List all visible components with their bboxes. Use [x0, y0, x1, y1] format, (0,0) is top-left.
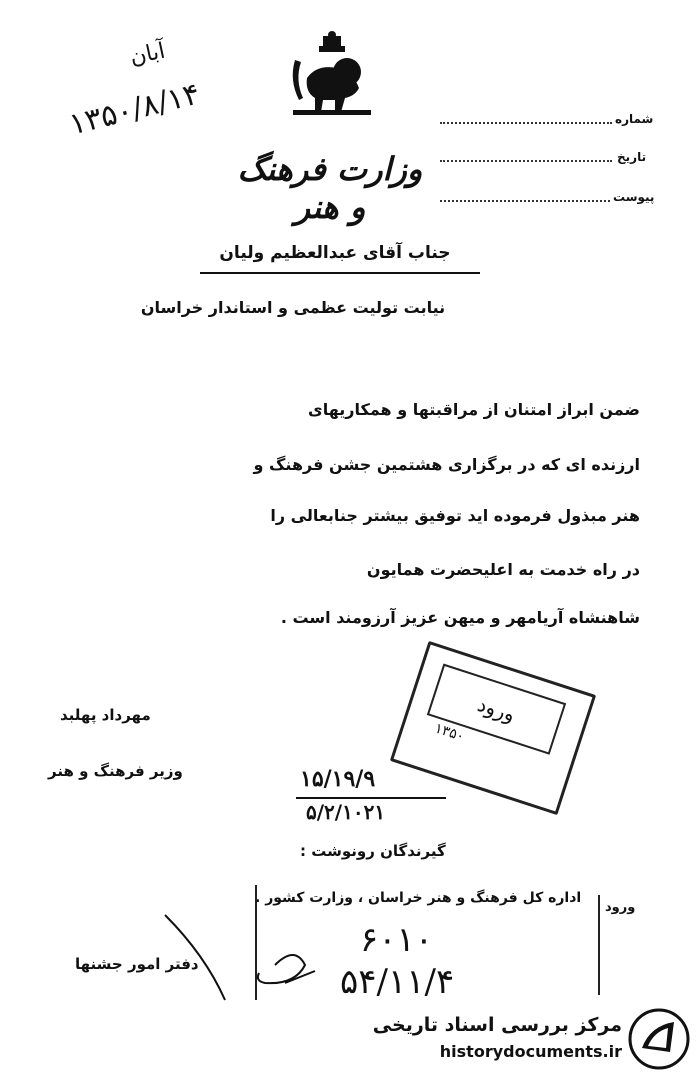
- cc-office: دفتر امور جشنها: [75, 955, 199, 973]
- reference-divider: [296, 797, 446, 799]
- field-attachment-label: پیوست: [613, 190, 655, 204]
- field-number-label: شماره: [615, 112, 654, 126]
- field-number-line: [440, 122, 612, 124]
- field-date-line: [440, 160, 612, 162]
- recipient-name: جناب آقای عبدالعظیم ولیان: [219, 243, 451, 263]
- field-date-label: تاریخ: [617, 150, 647, 164]
- stamp-date: ۱۳۵۰: [432, 720, 467, 746]
- body-line-5: شاهنشاه آریامهر و میهن عزیز آرزومند است .: [280, 608, 640, 627]
- body-line-1: ضمن ابراز امتنان از مراقبتها و همکاریهای: [308, 400, 640, 419]
- cc-entry-number: ۶۰۱۰: [360, 920, 434, 960]
- cc-entry-label: ورود: [605, 900, 636, 915]
- stamp-text: ورود: [427, 664, 566, 755]
- recipient-underline: [200, 272, 480, 274]
- cc-heading: گیرندگان رونوشت :: [300, 842, 446, 860]
- body-line-4: در راه خدمت به اعلیحضرت همایون: [366, 560, 640, 579]
- initials-scribble: [95, 905, 335, 1005]
- signature-name: مهرداد پهلبد: [60, 706, 151, 724]
- handwritten-date: ۱۳۵۰/۸/۱۴: [65, 76, 204, 143]
- body-line-2: ارزنده ای که در برگزاری هشتمین جشن فرهنگ و: [253, 455, 640, 474]
- receipt-stamp: [390, 641, 596, 815]
- handwritten-month: آبان: [127, 38, 168, 71]
- signature-title: وزیر فرهنگ و هنر: [48, 762, 183, 780]
- cc-divider-right: [598, 895, 600, 995]
- reference-number-bottom: ۵/۲/۱۰۲۱: [306, 800, 386, 824]
- archive-logo-icon: [628, 1008, 690, 1070]
- watermark-url: historydocuments.ir: [439, 1042, 622, 1061]
- body-line-3: هنر مبذول فرموده اید توفیق بیشتر جنابعالی را: [270, 506, 640, 525]
- reference-number-top: ۱۵/۱۹/۹: [300, 766, 376, 792]
- watermark-title: مرکز بررسی اسناد تاریخی: [372, 1014, 622, 1036]
- recipient-title: نیابت تولیت عظمی و استاندار خراسان: [140, 298, 446, 317]
- ministry-title: وزارت فرهنگ و هنر: [237, 150, 423, 226]
- lion-and-sun-emblem: [285, 30, 380, 130]
- cc-recipients: اداره کل فرهنگ و هنر خراسان ، وزارت کشور .: [255, 890, 582, 906]
- cc-entry-date: ۵۴/۱۱/۴: [340, 962, 455, 1002]
- field-attachment-line: [440, 200, 610, 202]
